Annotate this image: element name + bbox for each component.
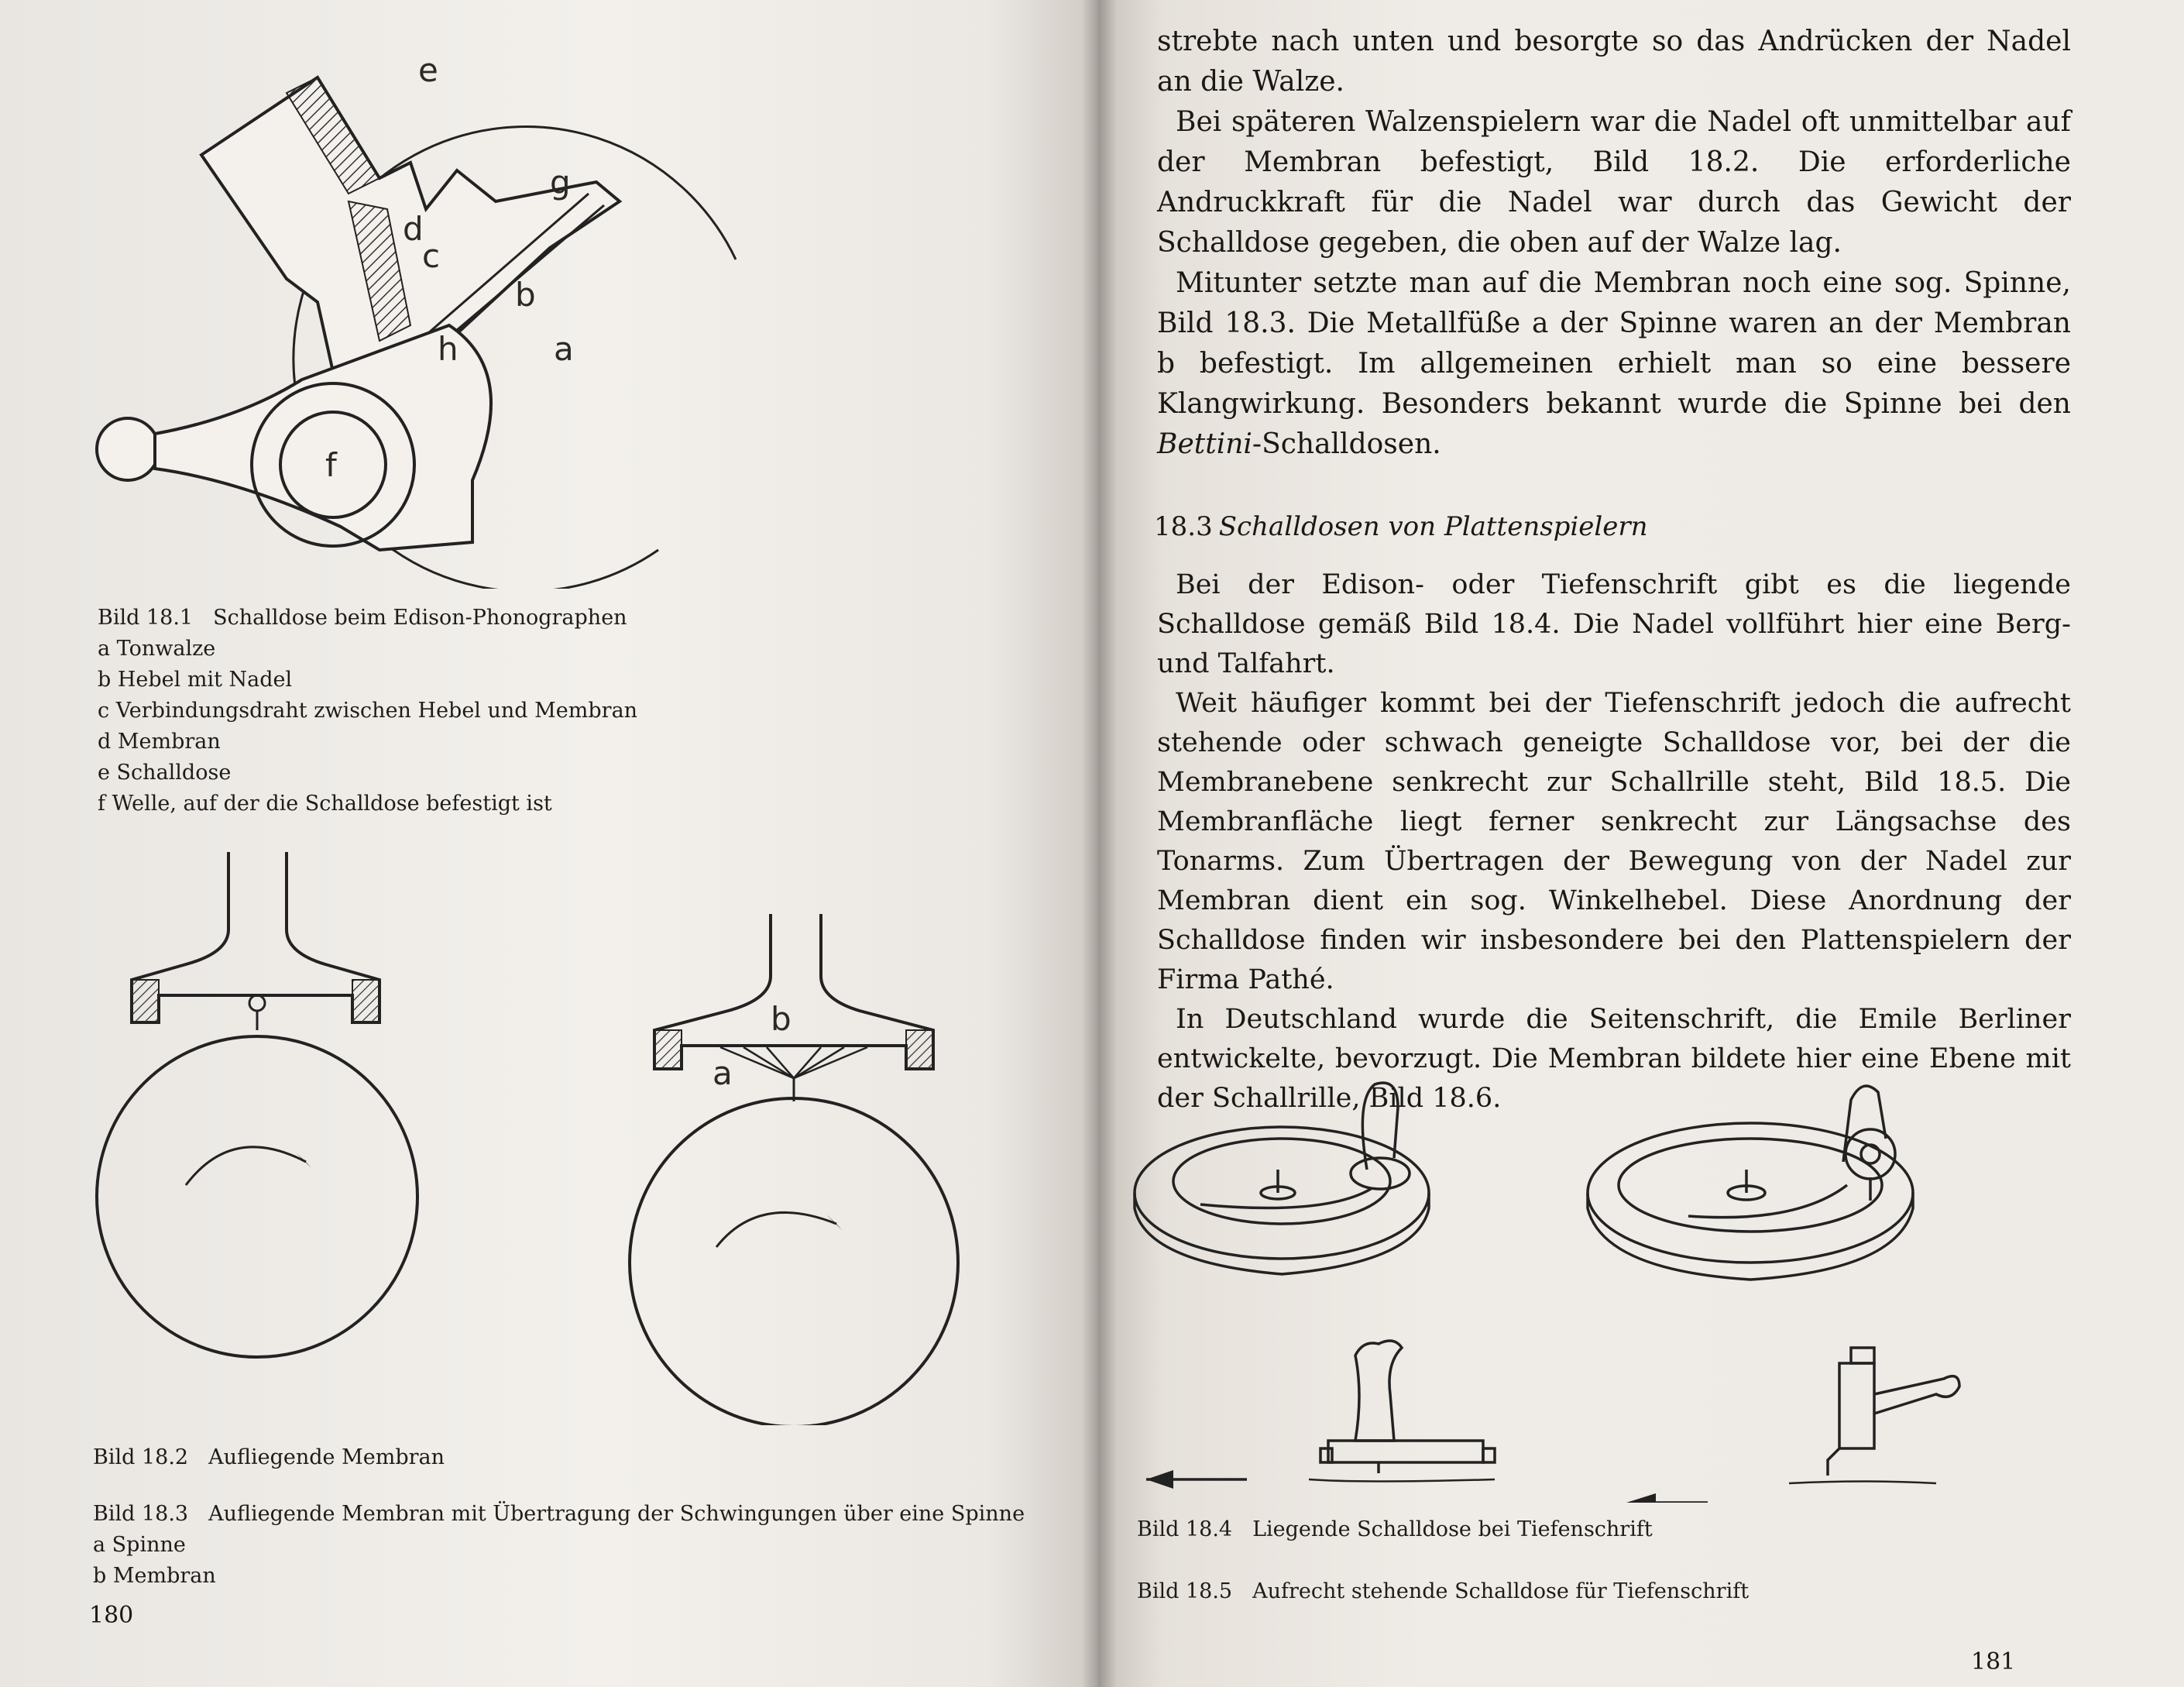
paragraph: Bei der Edison- oder Tiefenschrift gibt es die liegende Schalldose gemäß Bild 18.4. Die Nadel vollführt hier eine Berg- und Talfahrt. bbox=[1157, 569, 2071, 679]
figure-18-3-membrane-with-spider bbox=[604, 898, 976, 1425]
legend-item: b Membran bbox=[93, 1564, 216, 1588]
paragraph-text: -Schalldosen. bbox=[1252, 428, 1441, 460]
figure-18-5-caption-number: Bild 18.5 bbox=[1137, 1579, 1233, 1603]
right-page-body-text bbox=[1157, 22, 2071, 465]
legend-item: b Hebel mit Nadel bbox=[98, 668, 293, 692]
figure-18-3-caption-title: Aufliegende Membran mit Übertragung der Schwingungen über eine Spinne bbox=[208, 1502, 1025, 1526]
paragraph-text: Mitunter setzte man auf die Membran noch eine sog. Spinne, Bild 18.3. Die Metallfüße a der Spinne waren an der Membran b befestigt. Im allgemeinen erhielt man so eine bessere Klangwirkung. Besonders bekannt wurde die Spinne bei den bbox=[1157, 267, 2071, 420]
figure-18-1-drawing bbox=[85, 46, 767, 589]
figure-18-5-caption bbox=[1137, 1576, 2066, 1607]
section-title: Schalldosen von Plattenspielern bbox=[1218, 511, 1648, 542]
emphasis-bettini: Bettini bbox=[1157, 428, 1252, 460]
turntable-upright-soundbox bbox=[1588, 1086, 1913, 1280]
figure-18-1-caption-title: Schalldose beim Edison-Phonographen bbox=[213, 606, 627, 630]
label-d: d bbox=[403, 210, 424, 248]
figure-18-3-drawing bbox=[604, 898, 976, 1425]
paragraph: Bei späteren Walzenspielern war die Nadel oft unmittelbar auf der Membran befestigt, Bild 18.2. Die erforderliche Andruckkraft für die Nadel war durch das Gewicht der Schalldose gegeben, die oben auf der Walze lag. bbox=[1157, 106, 2071, 259]
label-a: a bbox=[713, 1054, 733, 1092]
figure-18-5-caption-title: Aufrecht stehende Schalldose für Tiefenschrift bbox=[1252, 1579, 1750, 1603]
legend-item: e Schalldose bbox=[98, 761, 232, 785]
figure-18-2-caption-title: Aufliegende Membran bbox=[208, 1445, 445, 1469]
paragraph: Weit häufiger kommt bei der Tiefenschrift jedoch die aufrecht stehende oder schwach geneigte Schalldose vor, bei der die Membranebene senkrecht zur Schallrille steht, Bild 18.5. Die Membranfläche liegt ferner senkrecht zur Längsachse des Tonarms. Zum Übertragen der Bewegung von der Nadel zur Membran dient ein sog. Winkelhebel. Diese Anordnung der Schalldose finden wir insbesondere bei den Plattenspielern der Firma Pathé. bbox=[1157, 688, 2071, 995]
label-c: c bbox=[422, 237, 441, 275]
figure-18-3-caption-heading bbox=[93, 1499, 1025, 1530]
figure-18-4-caption-number: Bild 18.4 bbox=[1137, 1517, 1233, 1541]
figure-18-2-caption-number: Bild 18.2 bbox=[93, 1445, 189, 1469]
figure-18-3-caption-number: Bild 18.3 bbox=[93, 1502, 189, 1526]
soundbox-detail-upright bbox=[1626, 1348, 1959, 1503]
figure-18-2-caption bbox=[93, 1442, 790, 1473]
label-g: g bbox=[550, 163, 571, 201]
section-body-text bbox=[1157, 565, 2071, 1118]
book-gutter bbox=[1081, 0, 1117, 1687]
figure-18-1-caption-heading bbox=[98, 603, 795, 634]
section-heading bbox=[1154, 511, 1648, 542]
soundbox-detail-lying bbox=[1146, 1341, 1495, 1489]
label-h: h bbox=[438, 330, 458, 368]
label-e: e bbox=[418, 51, 438, 89]
legend-item: f Welle, auf der die Schalldose befestigt ist bbox=[98, 792, 552, 816]
turntables-drawing bbox=[1131, 1069, 2130, 1503]
label-f: f bbox=[325, 446, 337, 484]
label-b: b bbox=[515, 276, 536, 314]
figure-18-2-drawing bbox=[85, 844, 426, 1386]
figures-18-4-18-5-turntables bbox=[1131, 1069, 2130, 1503]
figure-18-1-caption bbox=[98, 603, 795, 819]
section-number: 18.3 bbox=[1154, 511, 1213, 542]
figure-18-3-caption bbox=[93, 1499, 1025, 1592]
label-a: a bbox=[554, 330, 574, 368]
turntable-lying-soundbox bbox=[1135, 1083, 1429, 1274]
page-number-left: 180 bbox=[89, 1602, 134, 1629]
figure-18-4-caption-title: Liegende Schalldose bei Tiefenschrift bbox=[1252, 1517, 1653, 1541]
legend-item: c Verbindungsdraht zwischen Hebel und Membran bbox=[98, 699, 638, 723]
page-number-right: 181 bbox=[1971, 1648, 2016, 1675]
legend-item: a Tonwalze bbox=[98, 637, 216, 661]
figure-18-1-caption-number: Bild 18.1 bbox=[98, 606, 194, 630]
paragraph: strebte nach unten und besorgte so das Andrücken der Nadel an die Walze. bbox=[1157, 26, 2071, 98]
figure-18-1-edison-soundbox bbox=[85, 46, 767, 589]
figure-18-2-resting-membrane bbox=[85, 844, 426, 1386]
legend-item: a Spinne bbox=[93, 1533, 186, 1557]
label-b: b bbox=[771, 1000, 792, 1038]
figure-18-4-caption bbox=[1137, 1514, 2066, 1545]
paragraph bbox=[1157, 263, 2071, 465]
paragraph: In Deutschland wurde die Seitenschrift, die Emile Berliner entwickelte, bevorzugt. Die Membran bildete hier eine Ebene mit der Schallrille, Bild 18.6. bbox=[1157, 1004, 2071, 1114]
legend-item: d Membran bbox=[98, 730, 221, 754]
